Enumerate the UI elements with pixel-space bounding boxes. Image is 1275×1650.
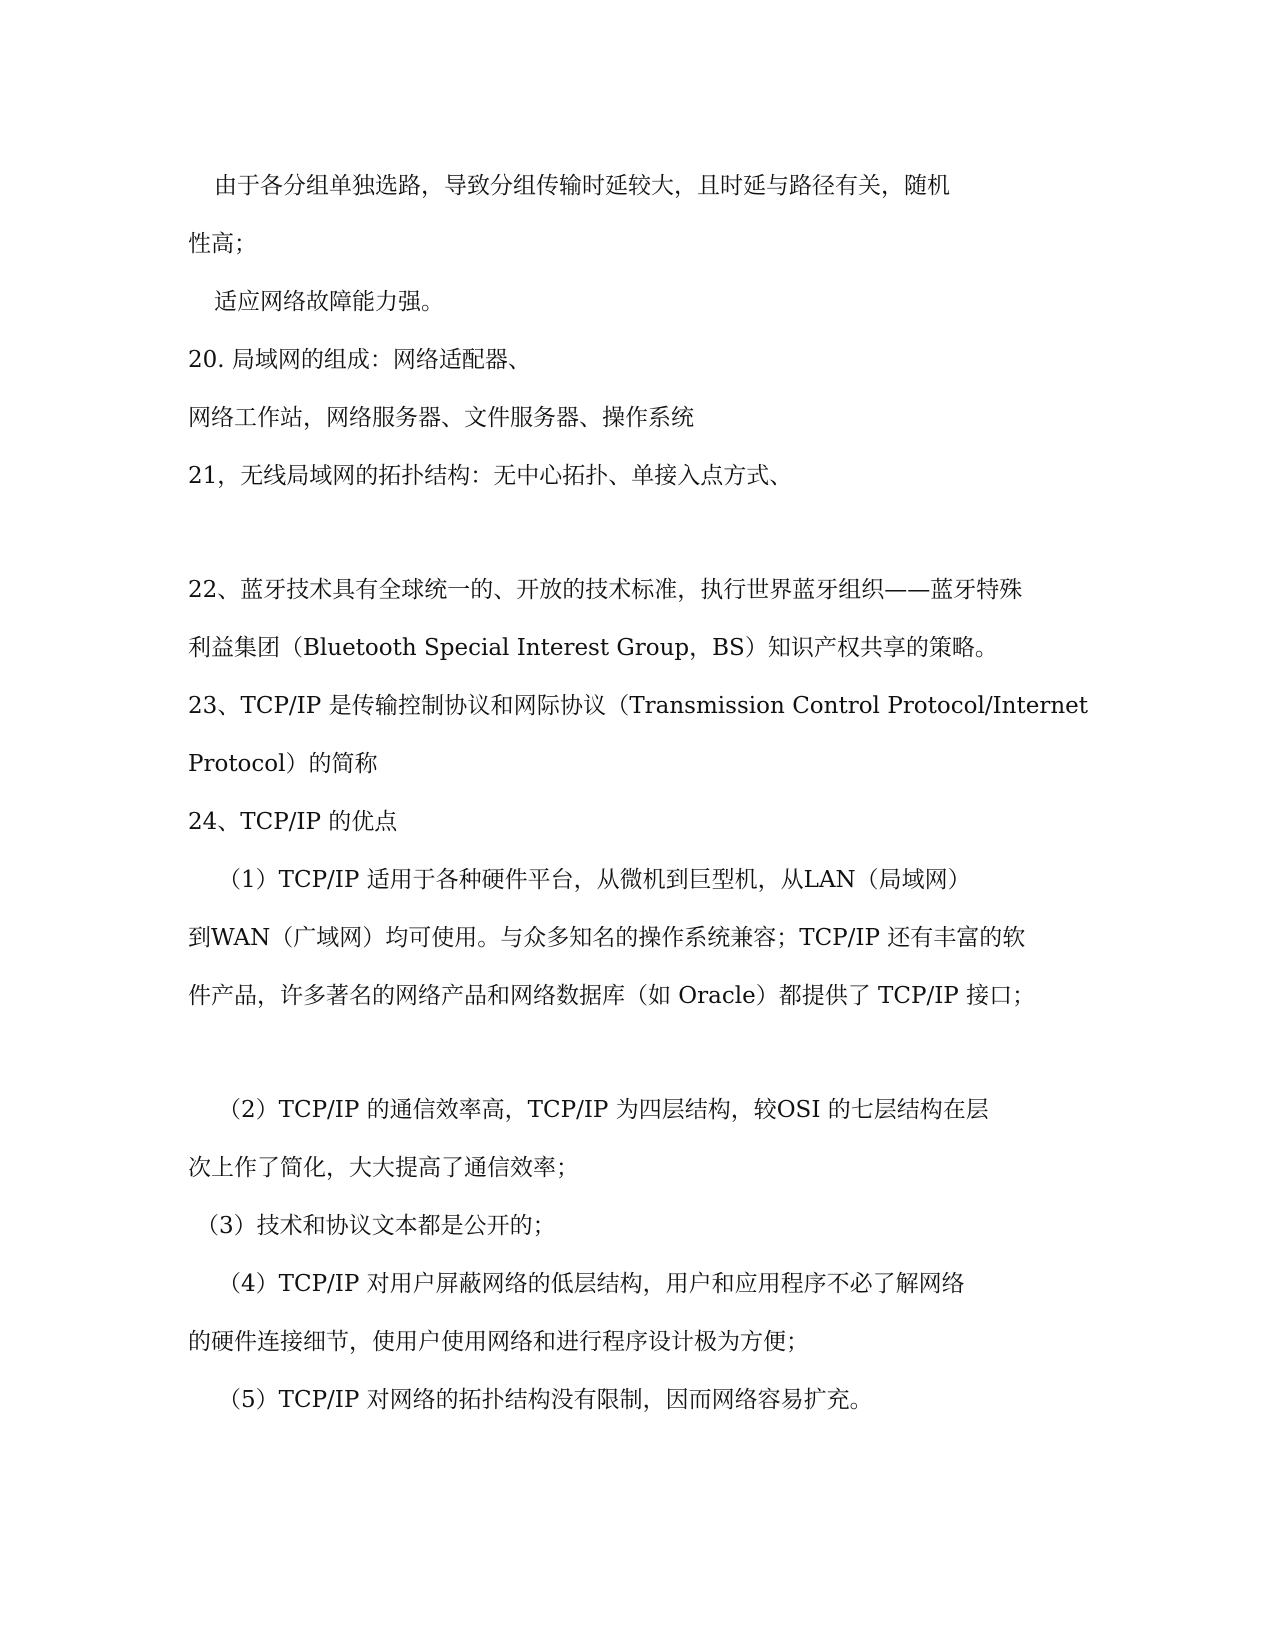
text-line: 到WAN（广域网）均可使用。与众多知名的操作系统兼容；TCP/IP 还有丰富的软 [188, 925, 1026, 951]
text-line: 21，无线局域网的拓扑结构：无中心拓扑、单接入点方式、 [188, 463, 793, 489]
text-line: 22、蓝牙技术具有全球统一的、开放的技术标准，执行世界蓝牙组织——蓝牙特殊 [188, 577, 1023, 603]
text-line: （5）TCP/IP 对网络的拓扑结构没有限制，因而网络容易扩充。 [218, 1387, 873, 1413]
text-line: （3）技术和协议文本都是公开的； [196, 1213, 556, 1239]
text-line: 网络工作站，网络服务器、文件服务器、操作系统 [188, 405, 694, 431]
text-line: 利益集团（Bluetooth Special Interest Group，BS）知识产权共享的策略。 [188, 635, 998, 661]
text-line: 适应网络故障能力强。 [214, 289, 444, 315]
text-line: Protocol）的简称 [188, 751, 378, 777]
text-line: （2）TCP/IP 的通信效率高，TCP/IP 为四层结构，较OSI 的七层结构在层 [218, 1097, 989, 1123]
text-line: 次上作了简化，大大提高了通信效率； [188, 1155, 579, 1181]
text-line: 20. 局域网的组成：网络适配器、 [188, 347, 531, 373]
text-line: 的硬件连接细节，使用户使用网络和进行程序设计极为方便； [188, 1329, 809, 1355]
text-line: （4）TCP/IP 对用户屏蔽网络的低层结构，用户和应用程序不必了解网络 [218, 1271, 965, 1297]
text-line: 性高； [188, 231, 257, 257]
text-line: （1）TCP/IP 适用于各种硬件平台，从微机到巨型机，从LAN（局域网） [218, 867, 971, 893]
text-line: 23、TCP/IP 是传输控制协议和网际协议（Transmission Control Protocol/Internet [188, 693, 1088, 719]
text-line: 24、TCP/IP 的优点 [188, 809, 398, 835]
text-line: 由于各分组单独选路，导致分组传输时延较大，且时延与路径有关，随机 [214, 173, 950, 199]
text-line: 件产品，许多著名的网络产品和网络数据库（如 Oracle）都提供了 TCP/IP 接口； [188, 983, 1036, 1009]
